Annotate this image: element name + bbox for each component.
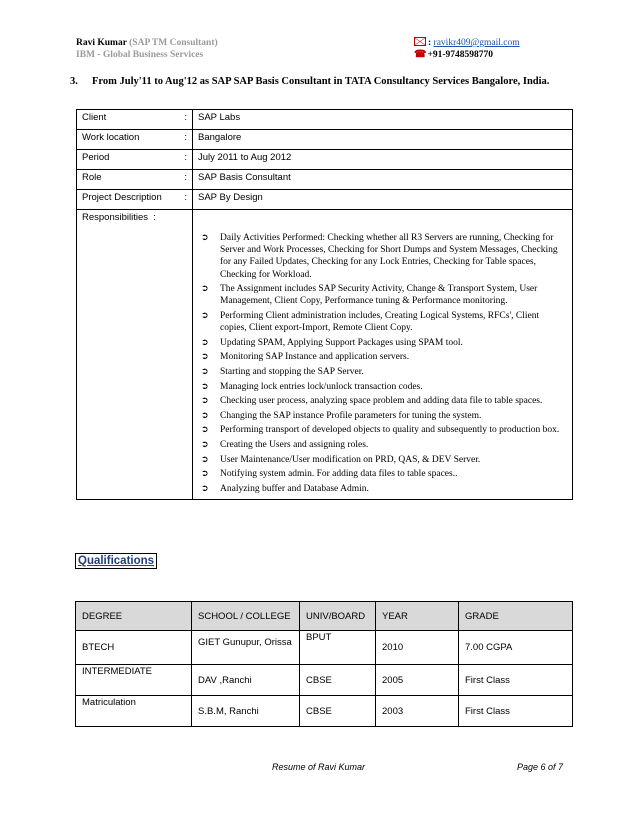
detail-key: Period : (77, 150, 193, 170)
detail-key: Role : (77, 170, 193, 190)
header-right (414, 37, 520, 61)
list-item: ➲ Changing the SAP instance Profile parameters for tuning the system. (201, 410, 482, 421)
column-header: SCHOOL / COLLEGE (192, 602, 300, 631)
list-item: ➲ User Maintenance/User modification on PRD, QAS, & DEV Server. (201, 454, 481, 465)
table-row (76, 665, 573, 696)
detail-value: SAP Basis Consultant (193, 170, 573, 190)
detail-value: Bangalore (193, 130, 573, 150)
arrow-bullet-icon: ➲ (201, 337, 209, 348)
header-name: Ravi Kumar (76, 38, 127, 48)
table-cell: 2005 (376, 665, 459, 696)
arrow-bullet-icon: ➲ (201, 396, 209, 407)
table-cell: S.B.M, Ranchi (192, 696, 300, 727)
arrow-bullet-icon: ➲ (201, 469, 209, 480)
arrow-bullet-icon: ➲ (201, 425, 209, 436)
column-header: YEAR (376, 602, 459, 631)
header-name-line (76, 37, 218, 49)
arrow-bullet-icon: ➲ (201, 410, 209, 421)
header-left (76, 37, 218, 61)
table-cell: First Class (459, 696, 573, 727)
arrow-bullet-icon: ➲ (201, 454, 209, 465)
list-item: ➲ Analyzing buffer and Database Admin. (201, 483, 369, 494)
table-cell: GIET Gunupur, Orissa (192, 631, 300, 665)
responsibilities-cell (193, 210, 573, 500)
detail-row (77, 170, 573, 190)
qualifications-heading: Qualifications (75, 553, 157, 569)
table-header-row (76, 602, 573, 631)
table-cell: DAV ,Ranchi (192, 665, 300, 696)
table-cell: 2003 (376, 696, 459, 727)
project-heading-text: From July'11 to Aug'12 as SAP SAP Basis Consultant in TATA Consultancy Services Bangalore, India. (92, 76, 550, 87)
header-phone: +91-9748598770 (427, 50, 494, 60)
arrow-bullet-icon: ➲ (201, 233, 209, 243)
detail-key: Project Description : (77, 190, 193, 210)
detail-value: SAP By Design (193, 190, 573, 210)
responsibilities-label: Responsibilities : (77, 210, 193, 500)
table-row (76, 631, 573, 665)
list-item: ➲ Managing lock entries lock/unlock transaction codes. (201, 381, 423, 392)
email-prefix: : (428, 38, 434, 48)
responsibilities-row (77, 210, 573, 500)
detail-value: July 2011 to Aug 2012 (193, 150, 573, 170)
footer-page-label: Page 6 of 7 (517, 762, 564, 772)
header-email-line (414, 37, 520, 49)
list-item: ➲ Performing Client administration includes, Creating Logical Systems, RFCs', Client copies, Client export-Import, Remote Client Copy. (201, 311, 540, 334)
qualifications-table (75, 601, 573, 727)
table-cell: 2010 (376, 631, 459, 665)
detail-row (77, 130, 573, 150)
table-row (76, 696, 573, 727)
list-item: ➲ Performing transport of developed objects to quality and subsequently to production box. (201, 425, 560, 436)
column-header: GRADE (459, 602, 573, 631)
header-phone-line (414, 49, 520, 61)
list-item: ➲ The Assignment includes SAP Security Activity, Change & Transport System, User Management, Client Copy, Performance tuning & Performance monitoring. (201, 284, 538, 307)
detail-row (77, 150, 573, 170)
column-header: UNIV/BOARD (300, 602, 376, 631)
arrow-bullet-icon: ➲ (201, 284, 209, 295)
list-item: ➲ Creating the Users and assigning roles. (201, 439, 369, 450)
arrow-bullet-icon: ➲ (201, 352, 209, 363)
detail-row (77, 110, 573, 130)
email-link[interactable]: ravikr409@gmail.com (433, 38, 520, 48)
detail-value: SAP Labs (193, 110, 573, 130)
table-cell: First Class (459, 665, 573, 696)
arrow-bullet-icon: ➲ (201, 311, 209, 321)
table-cell: Matriculation (76, 696, 192, 727)
column-header: DEGREE (76, 602, 192, 631)
detail-row (77, 190, 573, 210)
header-title: (SAP TM Consultant) (129, 38, 218, 48)
project-heading (70, 75, 568, 89)
table-cell: 7.00 CGPA (459, 631, 573, 665)
arrow-bullet-icon: ➲ (201, 381, 209, 392)
table-cell: CBSE (300, 696, 376, 727)
footer-resume-label: Resume of Ravi Kumar (272, 762, 366, 772)
table-cell: INTERMEDIATE (76, 665, 192, 696)
header-company: IBM - Global Business Services (76, 50, 204, 60)
list-item: ➲ Notifying system admin. For adding data files to table spaces.. (201, 469, 458, 480)
envelope-icon (414, 37, 426, 46)
detail-key: Client : (77, 110, 193, 130)
detail-key: Work location : (77, 130, 193, 150)
arrow-bullet-icon: ➲ (201, 439, 209, 450)
list-item: ➲ Daily Activities Performed: Checking whether all R3 Servers are running, Checking for Server and Work Processes, Checking for Short Dumps and System Messages, Checking for any Failed Updates, Checking for any Lock Entries, Checking for Table spaces, Checking for Workload. (201, 233, 558, 280)
table-cell: BPUT (300, 631, 376, 665)
arrow-bullet-icon: ➲ (201, 366, 209, 377)
table-cell: CBSE (300, 665, 376, 696)
arrow-bullet-icon: ➲ (201, 483, 209, 494)
project-details-table (76, 109, 573, 500)
responsibilities-list (198, 232, 567, 495)
list-item: ➲ Monitoring SAP Instance and application servers. (201, 352, 410, 363)
table-cell: BTECH (76, 631, 192, 665)
project-number: 3. (70, 76, 78, 87)
list-item: ➲ Starting and stopping the SAP Server. (201, 366, 364, 377)
list-item: ➲ Checking user process, analyzing space problem and adding data file to table spaces. (201, 396, 543, 407)
list-item: ➲ Updating SPAM, Applying Support Packages using SPAM tool. (201, 337, 463, 348)
phone-icon: ☎ (414, 49, 427, 60)
